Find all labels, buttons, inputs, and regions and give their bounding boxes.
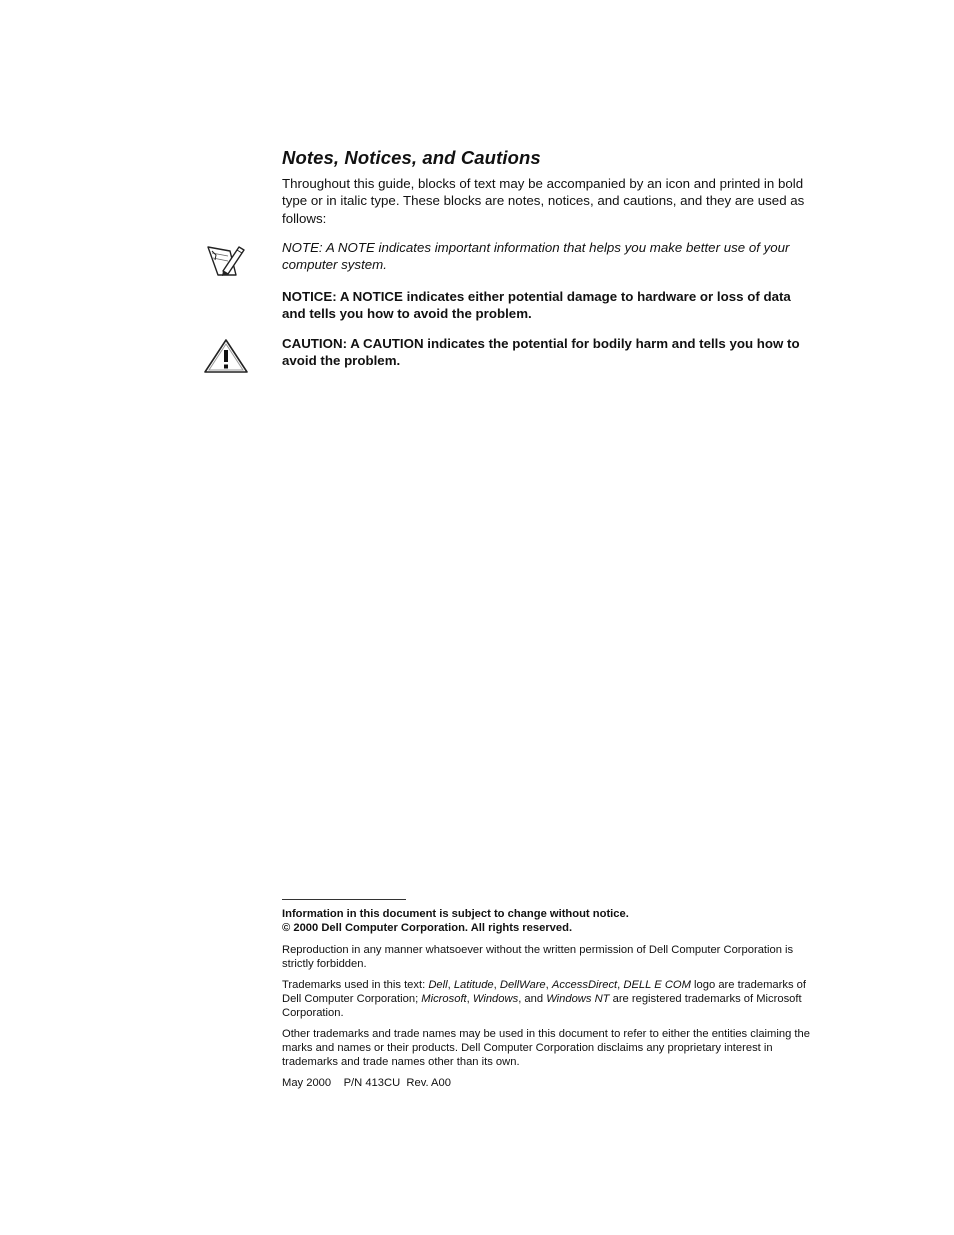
trademark-separator: , xyxy=(493,979,500,991)
reproduction-notice: Reproduction in any manner whatsoever without the written permission of Dell Computer Corporation is strictly forbidden. xyxy=(282,944,794,970)
trademarks-middle: logo are trademarks of Dell Computer Corporation; xyxy=(282,979,806,1005)
trademark-dell: Dell xyxy=(428,979,448,991)
publication-line xyxy=(282,1077,814,1091)
note-text: NOTE: A NOTE indicates important information that helps you make better use of your computer system. xyxy=(282,240,790,273)
trademarks-paragraph xyxy=(282,979,814,1020)
trademark-microsoft: Microsoft xyxy=(421,992,467,1005)
note-pencil-icon xyxy=(206,241,248,279)
trademark-separator: , xyxy=(447,979,454,991)
other-trademarks-paragraph: Other trademarks and trade names may be used in this document to refer to either the entities claiming the marks and names or their products. Dell Computer Corporation disclaims any proprietary interest in trademarks and trade names other than its own. xyxy=(282,1028,810,1068)
footnote-divider xyxy=(282,899,406,900)
trademark-latitude: Latitude xyxy=(453,979,494,991)
intro-paragraph: Throughout this guide, blocks of text may be accompanied by an icon and printed in bold type or in italic type. These blocks are notes, notices, and cautions, and they are used as follows: xyxy=(282,176,805,226)
trademark-separator: , xyxy=(466,992,473,1005)
section-title: Notes, Notices, and Cautions xyxy=(282,147,541,168)
trademark-accessdirect: AccessDirect xyxy=(551,979,618,991)
trademark-windows: Windows xyxy=(472,992,519,1005)
trademarks-lead: Trademarks used in this text: xyxy=(282,979,429,991)
trademark-dell-e-com: DELL E COM xyxy=(623,979,691,991)
change-notice-line: Information in this document is subject to change without notice. xyxy=(282,908,629,920)
caution-triangle-icon xyxy=(203,338,249,374)
trademark-separator: , xyxy=(545,979,552,991)
trademark-dellware: DellWare xyxy=(499,979,546,991)
revision: Rev. A00 xyxy=(406,1077,451,1089)
publication-date: May 2000 xyxy=(282,1077,332,1089)
trademark-separator: , xyxy=(617,979,624,991)
trademarks-middle: , and xyxy=(518,992,547,1005)
caution-text: CAUTION: A CAUTION indicates the potential for bodily harm and tells you how to avoid the problem. xyxy=(282,336,800,369)
trademarks-tail: are registered trademarks of Microsoft Corporation. xyxy=(282,992,802,1019)
trademark-windows-nt: Windows NT xyxy=(546,992,610,1005)
part-number: P/N 413CU xyxy=(343,1077,401,1089)
copyright-line: © 2000 Dell Computer Corporation. All rights reserved. xyxy=(282,922,573,934)
notice-text: NOTICE: A NOTICE indicates either potential damage to hardware or loss of data and tells you how to avoid the problem. xyxy=(282,289,791,322)
